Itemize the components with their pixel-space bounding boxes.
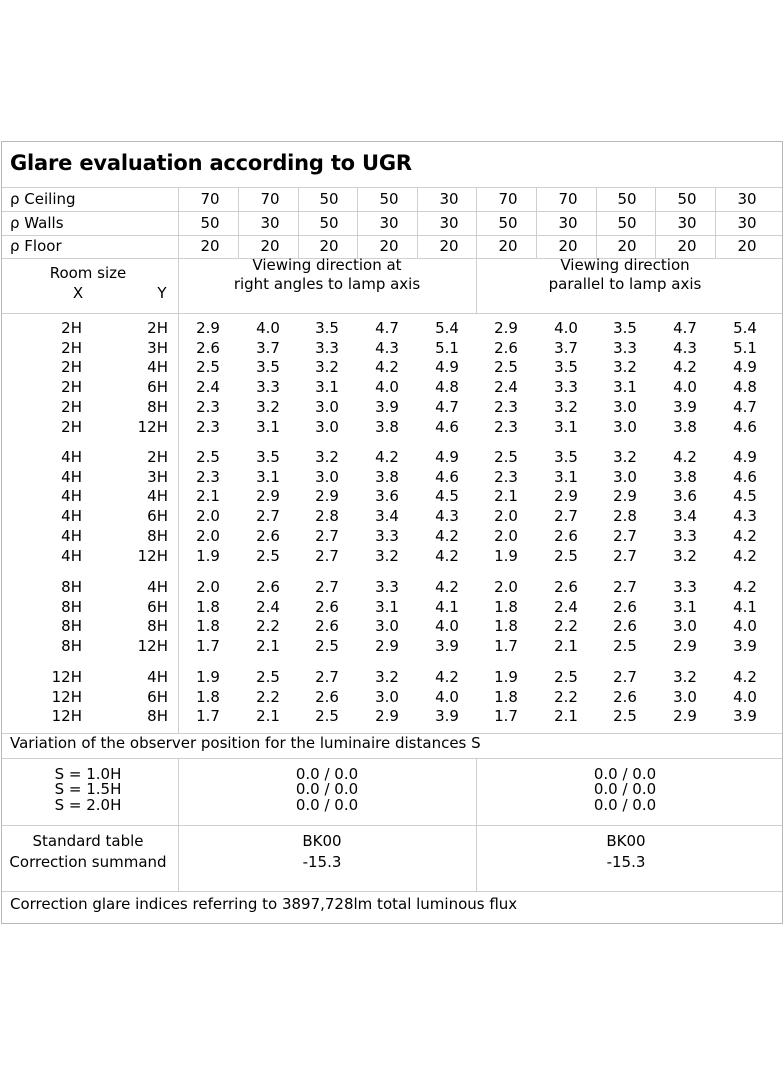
room-size-y: 8H <box>147 526 168 545</box>
ugr-value: 2.7 <box>613 526 637 545</box>
viewing-parallel-subtitle: parallel to lamp axis <box>548 275 702 293</box>
reflectance-value: 50 <box>498 214 518 232</box>
ugr-value: 2.5 <box>256 668 280 686</box>
ugr-value: 2.3 <box>494 417 518 436</box>
ugr-value: 4.0 <box>435 687 459 706</box>
ugr-value: 1.9 <box>494 546 518 565</box>
ugr-value: 3.0 <box>315 467 339 486</box>
ugr-value: 2.5 <box>613 707 637 726</box>
variation-perpendicular-value: 0.0 / 0.0 <box>295 765 359 783</box>
ugr-value: 2.6 <box>315 617 339 636</box>
reflectance-value: 30 <box>677 214 697 232</box>
correction-summand-parallel: -15.3 <box>606 853 646 871</box>
ugr-value: 2.6 <box>315 597 339 616</box>
room-size-x: 4H <box>61 467 82 486</box>
ugr-value: 2.3 <box>196 467 220 486</box>
ugr-value: 3.2 <box>554 397 578 416</box>
ugr-value: 4.8 <box>435 378 459 397</box>
ugr-value: 4.2 <box>673 358 697 377</box>
ugr-value: 2.7 <box>256 507 280 526</box>
variation-bottom-divider <box>2 825 782 826</box>
ugr-value: 3.6 <box>375 487 399 506</box>
room-size-y: 3H <box>147 467 168 486</box>
ugr-value: 4.2 <box>375 358 399 377</box>
room-size-x: 4H <box>61 448 82 466</box>
ugr-value: 2.5 <box>494 358 518 377</box>
ugr-value: 1.7 <box>494 637 518 656</box>
ugr-value: 1.8 <box>494 687 518 706</box>
room-size-y: 4H <box>147 578 168 596</box>
room-size-y: 6H <box>147 507 168 526</box>
variation-title: Variation of the observer position for the luminaire distances S <box>10 734 481 752</box>
ugr-value: 3.8 <box>673 467 697 486</box>
ugr-value: 4.7 <box>733 397 757 416</box>
ugr-value: 2.5 <box>256 546 280 565</box>
variation-parallel-value: 0.0 / 0.0 <box>593 765 657 783</box>
room-size-y: 6H <box>147 378 168 397</box>
variation-label: S = 1.0H <box>54 765 122 783</box>
room-size-x: 2H <box>61 417 82 436</box>
ugr-value: 4.2 <box>435 526 459 545</box>
ugr-value: 3.6 <box>673 487 697 506</box>
ugr-value: 1.7 <box>196 637 220 656</box>
room-size-x: 8H <box>61 617 82 636</box>
reflectance-value: 30 <box>439 214 459 232</box>
ugr-value: 2.4 <box>554 597 578 616</box>
room-size-x: 12H <box>51 707 82 726</box>
ugr-value: 3.9 <box>673 397 697 416</box>
ugr-value: 2.6 <box>613 687 637 706</box>
reflectance-value: 20 <box>498 237 518 255</box>
ugr-value: 2.6 <box>613 617 637 636</box>
room-size-x: 8H <box>61 637 82 656</box>
ugr-value: 3.5 <box>315 319 339 337</box>
ugr-value: 3.0 <box>315 397 339 416</box>
ugr-value: 3.0 <box>315 417 339 436</box>
ugr-value: 2.1 <box>196 487 220 506</box>
ugr-value: 3.2 <box>375 668 399 686</box>
room-size-x: 2H <box>61 397 82 416</box>
variation-parallel-value: 0.0 / 0.0 <box>593 796 657 814</box>
room-size-x-label: X <box>72 284 84 302</box>
ugr-value: 3.5 <box>256 358 280 377</box>
ugr-value: 1.8 <box>494 597 518 616</box>
reflectance-value: 50 <box>617 214 637 232</box>
ugr-value: 3.1 <box>554 467 578 486</box>
ugr-value: 2.5 <box>196 448 220 466</box>
variation-parallel-value: 0.0 / 0.0 <box>593 780 657 798</box>
reflectance-value: 50 <box>200 214 220 232</box>
ugr-value: 2.3 <box>494 467 518 486</box>
ugr-value: 2.4 <box>494 378 518 397</box>
room-size-x: 2H <box>61 319 82 337</box>
ugr-value: 1.9 <box>196 546 220 565</box>
ugr-value: 2.0 <box>494 526 518 545</box>
ugr-value: 2.9 <box>375 637 399 656</box>
reflectance-value: 30 <box>737 190 757 208</box>
ugr-value: 2.0 <box>196 507 220 526</box>
ugr-value: 2.9 <box>196 319 220 337</box>
ugr-value: 3.0 <box>375 687 399 706</box>
ugr-value: 4.9 <box>733 448 757 466</box>
ugr-value: 1.8 <box>196 597 220 616</box>
ugr-value: 2.7 <box>315 668 339 686</box>
ugr-value: 3.3 <box>375 526 399 545</box>
ugr-value: 2.6 <box>554 526 578 545</box>
ugr-value: 3.3 <box>375 578 399 596</box>
room-size-y-label: Y <box>157 284 167 302</box>
ugr-value: 5.4 <box>733 319 757 337</box>
ugr-value: 4.6 <box>733 467 757 486</box>
room-size-x: 4H <box>61 526 82 545</box>
room-size-y: 6H <box>147 597 168 616</box>
ugr-value: 3.7 <box>554 338 578 357</box>
room-size-x: 4H <box>61 487 82 506</box>
ugr-value: 4.2 <box>435 546 459 565</box>
correction-summand-label: Correction summand <box>9 853 167 871</box>
ugr-value: 2.1 <box>554 637 578 656</box>
ugr-value: 3.9 <box>375 397 399 416</box>
ugr-value: 4.8 <box>733 378 757 397</box>
reflectance-value: 70 <box>498 190 518 208</box>
reflectance-value: 70 <box>558 190 578 208</box>
ugr-value: 2.5 <box>315 707 339 726</box>
ugr-value: 2.6 <box>554 578 578 596</box>
ugr-value: 1.7 <box>196 707 220 726</box>
ugr-value: 3.2 <box>256 397 280 416</box>
reflectance-value: 50 <box>677 190 697 208</box>
title-divider <box>2 187 782 188</box>
ugr-value: 3.1 <box>673 597 697 616</box>
standard-table-parallel: BK00 <box>606 832 646 850</box>
ugr-value: 2.9 <box>494 319 518 337</box>
ugr-value: 2.1 <box>554 707 578 726</box>
ugr-value: 2.9 <box>554 487 578 506</box>
reflectance-value: 70 <box>200 190 220 208</box>
reflectance-label: ρ Ceiling <box>10 190 76 208</box>
ugr-value: 2.5 <box>613 637 637 656</box>
ugr-value: 3.3 <box>613 338 637 357</box>
reflectance-value: 20 <box>200 237 220 255</box>
room-size-x: 2H <box>61 378 82 397</box>
room-size-x: 8H <box>61 597 82 616</box>
ugr-value: 3.8 <box>673 417 697 436</box>
ugr-value: 4.9 <box>435 358 459 377</box>
ugr-value: 1.8 <box>494 617 518 636</box>
reflectance-value: 20 <box>439 237 459 255</box>
ugr-value: 3.2 <box>613 448 637 466</box>
room-size-y: 12H <box>137 637 168 656</box>
ugr-value: 4.3 <box>673 338 697 357</box>
variation-perpendicular-value: 0.0 / 0.0 <box>295 780 359 798</box>
ugr-value: 3.1 <box>256 467 280 486</box>
ugr-value: 2.2 <box>256 687 280 706</box>
reflectance-value: 50 <box>319 214 339 232</box>
ugr-value: 2.5 <box>554 668 578 686</box>
ugr-value: 4.1 <box>435 597 459 616</box>
ugr-value: 5.1 <box>435 338 459 357</box>
ugr-value: 2.6 <box>494 338 518 357</box>
reflectance-value: 70 <box>260 190 280 208</box>
ugr-value: 2.7 <box>315 526 339 545</box>
ugr-value: 1.9 <box>494 668 518 686</box>
ugr-value: 5.4 <box>435 319 459 337</box>
room-size-y: 12H <box>137 417 168 436</box>
ugr-value: 3.8 <box>375 467 399 486</box>
room-size-y: 8H <box>147 617 168 636</box>
viewing-parallel-title: Viewing direction <box>560 256 690 274</box>
ugr-value: 4.7 <box>375 319 399 337</box>
ugr-value: 3.1 <box>256 417 280 436</box>
ugr-value: 2.7 <box>613 578 637 596</box>
ugr-value: 3.3 <box>315 338 339 357</box>
ugr-value: 2.6 <box>315 687 339 706</box>
reflectance-value: 50 <box>379 190 399 208</box>
reflectance-value: 30 <box>379 214 399 232</box>
ugr-value: 2.3 <box>196 417 220 436</box>
ugr-value: 3.3 <box>256 378 280 397</box>
ugr-value: 4.2 <box>733 546 757 565</box>
variation-title-divider <box>2 758 782 759</box>
ugr-value: 2.6 <box>256 578 280 596</box>
ugr-value: 3.2 <box>315 358 339 377</box>
reflectance-value: 30 <box>260 214 280 232</box>
ugr-value: 2.0 <box>494 507 518 526</box>
ugr-value: 2.5 <box>554 546 578 565</box>
ugr-value: 3.0 <box>673 617 697 636</box>
room-size-x: 12H <box>51 687 82 706</box>
ugr-value: 2.7 <box>315 546 339 565</box>
reflectance-value: 20 <box>319 237 339 255</box>
room-size-y: 2H <box>147 319 168 337</box>
room-size-x: 12H <box>51 668 82 686</box>
ugr-value: 2.8 <box>315 507 339 526</box>
ugr-value: 3.4 <box>673 507 697 526</box>
ugr-value: 2.9 <box>256 487 280 506</box>
ugr-value: 4.0 <box>733 617 757 636</box>
ugr-value: 3.9 <box>435 637 459 656</box>
ugr-value: 3.3 <box>673 578 697 596</box>
ugr-value: 2.1 <box>256 707 280 726</box>
room-size-y: 12H <box>137 546 168 565</box>
ugr-value: 1.7 <box>494 707 518 726</box>
half-divider <box>476 258 477 313</box>
ugr-value: 5.1 <box>733 338 757 357</box>
viewing-perpendicular-title: Viewing direction at <box>252 256 402 274</box>
ugr-value: 4.0 <box>375 378 399 397</box>
reflectance-value: 20 <box>617 237 637 255</box>
variation-perpendicular-value: 0.0 / 0.0 <box>295 796 359 814</box>
ugr-value: 2.2 <box>554 687 578 706</box>
reflectance-value: 20 <box>558 237 578 255</box>
ugr-value: 3.9 <box>733 707 757 726</box>
ugr-value: 2.0 <box>196 526 220 545</box>
ugr-value: 3.3 <box>554 378 578 397</box>
reflectance-value: 30 <box>439 190 459 208</box>
room-size-x: 4H <box>61 507 82 526</box>
reflectance-value: 30 <box>558 214 578 232</box>
ugr-value: 2.0 <box>196 578 220 596</box>
reflectance-value: 50 <box>319 190 339 208</box>
ugr-value: 2.4 <box>256 597 280 616</box>
ugr-value: 4.5 <box>733 487 757 506</box>
ugr-value: 4.0 <box>435 617 459 636</box>
reflectance-row-divider <box>2 211 782 212</box>
ugr-value: 2.9 <box>375 707 399 726</box>
ugr-value: 3.1 <box>613 378 637 397</box>
ugr-value: 2.3 <box>494 397 518 416</box>
ugr-value: 4.2 <box>375 448 399 466</box>
reflectance-value: 20 <box>737 237 757 255</box>
ugr-value: 3.5 <box>256 448 280 466</box>
variation-label: S = 2.0H <box>54 796 122 814</box>
ugr-value: 2.5 <box>315 637 339 656</box>
viewing-perpendicular-subtitle: right angles to lamp axis <box>233 275 421 293</box>
header-divider <box>2 313 782 314</box>
ugr-value: 3.0 <box>375 617 399 636</box>
ugr-value: 4.7 <box>673 319 697 337</box>
room-size-x: 2H <box>61 338 82 357</box>
ugr-value: 4.0 <box>673 378 697 397</box>
ugr-value: 2.8 <box>613 507 637 526</box>
room-size-y: 4H <box>147 487 168 506</box>
ugr-value: 4.0 <box>256 319 280 337</box>
ugr-value: 1.9 <box>196 668 220 686</box>
reflectance-value: 30 <box>737 214 757 232</box>
ugr-value: 1.8 <box>196 617 220 636</box>
standard-table-perpendicular: BK00 <box>302 832 342 850</box>
ugr-value: 3.0 <box>673 687 697 706</box>
ugr-value: 4.6 <box>733 417 757 436</box>
ugr-value: 3.2 <box>613 358 637 377</box>
room-size-y: 6H <box>147 687 168 706</box>
ugr-value: 2.7 <box>315 578 339 596</box>
ugr-value: 2.2 <box>256 617 280 636</box>
ugr-value: 4.1 <box>733 597 757 616</box>
ugr-value: 2.1 <box>256 637 280 656</box>
reflectance-value: 20 <box>379 237 399 255</box>
room-size-y: 2H <box>147 448 168 466</box>
ugr-value: 4.7 <box>435 397 459 416</box>
ugr-value: 3.4 <box>375 507 399 526</box>
ugr-value: 3.0 <box>613 417 637 436</box>
reflectance-label: ρ Walls <box>10 214 64 232</box>
room-size-label: Room size <box>49 264 127 282</box>
ugr-value: 4.2 <box>733 578 757 596</box>
ugr-value: 2.1 <box>494 487 518 506</box>
ugr-value: 4.2 <box>435 578 459 596</box>
room-size-y: 8H <box>147 397 168 416</box>
room-size-y: 4H <box>147 668 168 686</box>
ugr-value: 3.7 <box>256 338 280 357</box>
ugr-value: 3.0 <box>613 397 637 416</box>
ugr-value: 4.9 <box>435 448 459 466</box>
reflectance-value: 50 <box>617 190 637 208</box>
ugr-value: 2.6 <box>196 338 220 357</box>
ugr-value: 3.9 <box>733 637 757 656</box>
standard-table-label: Standard table <box>32 832 144 850</box>
ugr-value: 2.6 <box>613 597 637 616</box>
ugr-value: 3.0 <box>613 467 637 486</box>
ugr-value: 3.2 <box>315 448 339 466</box>
ugr-value: 3.2 <box>673 668 697 686</box>
footer-note: Correction glare indices referring to 3897,728lm total luminous flux <box>10 895 518 913</box>
reflectance-row-divider <box>2 235 782 236</box>
ugr-value: 4.3 <box>733 507 757 526</box>
ugr-value: 2.9 <box>673 707 697 726</box>
ugr-value: 3.3 <box>673 526 697 545</box>
ugr-value: 2.4 <box>196 378 220 397</box>
half-divider <box>476 758 477 891</box>
ugr-value: 2.7 <box>613 546 637 565</box>
ugr-value: 2.5 <box>494 448 518 466</box>
ugr-value: 3.5 <box>554 358 578 377</box>
room-size-x: 8H <box>61 578 82 596</box>
ugr-value: 4.5 <box>435 487 459 506</box>
ugr-value: 3.5 <box>613 319 637 337</box>
ugr-value: 4.2 <box>733 668 757 686</box>
ugr-value: 4.2 <box>435 668 459 686</box>
variation-label: S = 1.5H <box>54 780 122 798</box>
ugr-value: 3.9 <box>435 707 459 726</box>
correction-divider <box>2 891 782 892</box>
page-title: Glare evaluation according to UGR <box>10 151 412 175</box>
ugr-value: 2.7 <box>554 507 578 526</box>
room-size-x: 4H <box>61 546 82 565</box>
ugr-value: 2.6 <box>256 526 280 545</box>
reflectance-value: 20 <box>260 237 280 255</box>
reflectance-value: 20 <box>677 237 697 255</box>
room-size-y: 3H <box>147 338 168 357</box>
ugr-value: 4.3 <box>375 338 399 357</box>
room-size-y: 8H <box>147 707 168 726</box>
label-column-divider <box>178 758 179 891</box>
ugr-value: 4.0 <box>554 319 578 337</box>
ugr-value: 4.9 <box>733 358 757 377</box>
ugr-value: 2.2 <box>554 617 578 636</box>
ugr-value: 3.2 <box>375 546 399 565</box>
ugr-value: 3.1 <box>315 378 339 397</box>
ugr-value: 2.3 <box>196 397 220 416</box>
ugr-value: 4.6 <box>435 417 459 436</box>
ugr-value: 2.0 <box>494 578 518 596</box>
ugr-value: 2.9 <box>613 487 637 506</box>
ugr-value: 4.2 <box>673 448 697 466</box>
ugr-value: 2.9 <box>315 487 339 506</box>
correction-summand-perpendicular: -15.3 <box>302 853 342 871</box>
reflectance-label: ρ Floor <box>10 237 62 255</box>
ugr-value: 3.2 <box>673 546 697 565</box>
ugr-value: 3.5 <box>554 448 578 466</box>
ugr-value: 4.2 <box>733 526 757 545</box>
ugr-value: 3.1 <box>375 597 399 616</box>
ugr-value: 1.8 <box>196 687 220 706</box>
ugr-value: 3.8 <box>375 417 399 436</box>
ugr-value: 2.5 <box>196 358 220 377</box>
ugr-value: 4.6 <box>435 467 459 486</box>
ugr-value: 3.1 <box>554 417 578 436</box>
room-size-x: 2H <box>61 358 82 377</box>
ugr-value: 2.9 <box>673 637 697 656</box>
ugr-value: 2.7 <box>613 668 637 686</box>
ugr-value: 4.0 <box>733 687 757 706</box>
room-size-y: 4H <box>147 358 168 377</box>
ugr-value: 4.3 <box>435 507 459 526</box>
